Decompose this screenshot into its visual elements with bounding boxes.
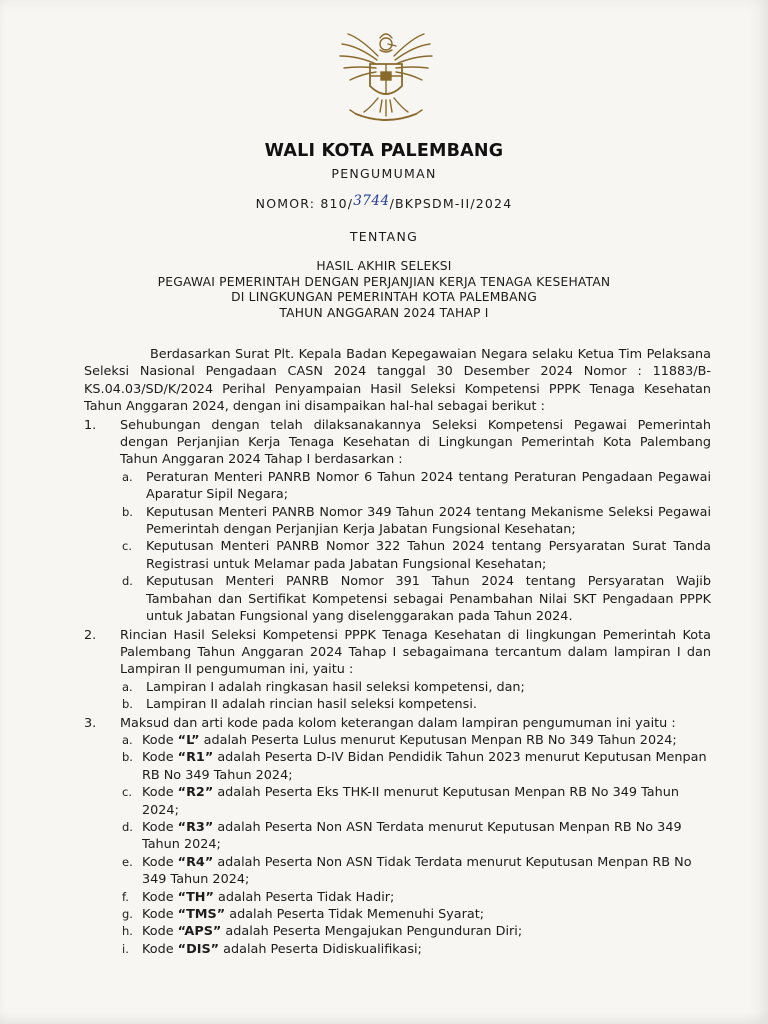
code-text: adalah Peserta Lulus menurut Keputusan Menpan RB No 349 Tahun 2024; [199, 732, 677, 748]
sub-letter: i. [122, 941, 129, 956]
document-type: PENGUMUMAN [331, 166, 437, 181]
sub-letter: c. [122, 785, 132, 800]
number-suffix: /BKPSDM-II/2024 [389, 196, 513, 211]
code-prefix: Kode [142, 732, 178, 748]
intro-paragraph: Berdasarkan Surat Plt. Kepala Badan Kepegawaian Negara selaku Ketua Tim Pelaksana Seleksi Nasional Pengadaan CASN 2024 tanggal 30 Desember 2024 Nomor : 11883/B-KS.04.03/SD/K/2024 Perihal Penyampaian Hasil Seleksi Kompetensi PPPK Tenaga Kesehatan Tahun Anggaran 2024, dengan ini disampaikan hal-hal sebagai berikut : [84, 347, 711, 415]
sub-text: Keputusan Menteri PANRB Nomor 349 Tahun 2024 tentang Mekanisme Seleksi Pegawai Pemerintah dengan Perjanjian Kerja Jabatan Fungsional Kesehatan; [146, 504, 711, 538]
sub-text: Lampiran II adalah rincian hasil seleksi kompetensi. [146, 697, 477, 713]
handwritten-number: 3744 [353, 193, 390, 209]
document-number [0, 193, 768, 212]
item-number: 1. [84, 417, 97, 433]
sub-letter: e. [122, 854, 133, 869]
code-label: “TMS” [177, 907, 226, 922]
code-item [120, 784, 711, 819]
issuer-title: WALI KOTA PALEMBANG [264, 141, 504, 161]
sub-letter: g. [122, 907, 133, 921]
sub-item [120, 538, 711, 573]
code-text: adalah Peserta Tidak Hadir; [213, 889, 395, 905]
sub-list-1 [84, 469, 711, 626]
sub-letter: a. [122, 732, 133, 747]
code-prefix: Kode [142, 785, 178, 801]
code-label: “DIS” [177, 941, 220, 957]
list-item-1 [84, 417, 711, 469]
code-prefix: Kode [142, 907, 178, 922]
sub-item [120, 696, 711, 713]
code-prefix: Kode [142, 889, 178, 905]
code-item [120, 941, 711, 958]
code-label: “R1” [177, 750, 214, 766]
code-label: “APS” [177, 924, 222, 940]
sub-letter: c. [122, 539, 132, 554]
code-prefix: Kode [142, 924, 178, 940]
item-number: 2. [84, 627, 97, 643]
item-number: 3. [84, 715, 97, 731]
sub-item [120, 469, 711, 504]
sub-item [120, 504, 711, 539]
subject-line: DI LINGKUNGAN PEMERINTAH KOTA PALEMBANG [231, 290, 537, 304]
code-prefix: Kode [142, 941, 178, 957]
sub-list-2 [84, 679, 711, 714]
code-prefix: Kode [142, 750, 178, 766]
code-item [120, 906, 711, 923]
code-text: adalah Peserta Mengajukan Pengunduran Diri; [221, 924, 523, 940]
code-label: “L” [177, 732, 200, 748]
number-prefix: NOMOR: 810/ [255, 196, 354, 211]
code-item [120, 732, 711, 749]
code-text: adalah Peserta Eks THK-II menurut Keputusan Menpan RB No 349 Tahun 2024; [142, 785, 679, 818]
sub-letter: d. [122, 574, 133, 589]
sub-letter: h. [122, 924, 133, 939]
sub-item [120, 679, 711, 696]
list-item-3 [84, 715, 711, 732]
code-label: “R2” [177, 785, 214, 801]
sub-text: Keputusan Menteri PANRB Nomor 322 Tahun 2024 tentang Persyaratan Surat Tanda Registrasi untuk Melamar pada Jabatan Fungsional Kesehatan; [146, 539, 711, 572]
sub-letter: b. [122, 750, 133, 765]
list-item-2 [84, 627, 711, 679]
code-item [120, 854, 711, 889]
code-text: adalah Peserta Non ASN Tidak Terdata menurut Keputusan Menpan RB No 349 Tahun 2024; [142, 854, 692, 888]
subject-block [0, 259, 768, 321]
sub-letter: b. [122, 504, 133, 519]
sub-item [120, 573, 711, 625]
item-text: Maksud dan arti kode pada kolom keterangan dalam lampiran pengumuman ini yaitu : [120, 715, 676, 731]
sub-text: Peraturan Menteri PANRB Nomor 6 Tahun 2024 tentang Peraturan Pengadaan Pegawai Aparatur Sipil Negara; [146, 469, 711, 503]
sub-letter: d. [122, 819, 133, 834]
code-label: “TH” [177, 889, 214, 905]
code-item [120, 819, 711, 854]
subject-line: PEGAWAI PEMERINTAH DENGAN PERJANJIAN KERJA TENAGA KESEHATAN [157, 274, 611, 289]
code-text: adalah Peserta Tidak Memenuhi Syarat; [225, 907, 485, 922]
document-body [84, 346, 711, 958]
code-item [120, 923, 711, 940]
code-prefix: Kode [142, 819, 178, 835]
subject-line: HASIL AKHIR SELEKSI [316, 259, 452, 273]
sub-letter: b. [122, 697, 133, 712]
sub-letter: a. [122, 469, 133, 484]
code-label: “R4” [177, 854, 214, 870]
garuda-emblem-icon [330, 28, 442, 128]
code-item [120, 889, 711, 906]
sub-text: Keputusan Menteri PANRB Nomor 391 Tahun 2024 tentang Persyaratan Wajib Tambahan dan Sertifikat Kompetensi sebagai Penambahan Nilai SKT Pengadaan PPPK untuk Jabatan Fungsional yang diselenggarakan pada Tahun 2024. [146, 574, 711, 625]
code-text: adalah Peserta D-IV Bidan Pendidik Tahun 2023 menurut Keputusan Menpan RB No 349 Tahun 2024; [142, 750, 707, 783]
tentang-heading: TENTANG [349, 229, 419, 244]
code-prefix: Kode [142, 854, 178, 870]
code-text: adalah Peserta Non ASN Terdata menurut Keputusan Menpan RB No 349 Tahun 2024; [142, 819, 682, 853]
item-text: Sehubungan dengan telah dilaksanakannya Seleksi Kompetensi Pegawai Pemerintah dengan Perjanjian Kerja Tenaga Kesehatan di Lingkungan Pemerintah Kota Palembang Tahun Anggaran 2024 Tahap I berdasarkan : [120, 417, 711, 468]
sub-list-3 [84, 732, 711, 958]
sub-letter: a. [122, 679, 133, 694]
code-text: adalah Peserta Didiskualifikasi; [219, 941, 422, 957]
subject-line: TAHUN ANGGARAN 2024 TAHAP I [279, 305, 489, 320]
sub-letter: f. [122, 889, 129, 904]
sub-text: Lampiran I adalah ringkasan hasil seleksi kompetensi, dan; [146, 679, 525, 695]
code-label: “R3” [177, 819, 214, 835]
item-text: Rincian Hasil Seleksi Kompetensi PPPK Tenaga Kesehatan di lingkungan Pemerintah Kota Palembang Tahun Anggaran 2024 Tahap I sebagaimana tercantum dalam lampiran I dan Lampiran II pengumuman ini, yaitu : [120, 627, 711, 678]
code-item [120, 749, 711, 784]
